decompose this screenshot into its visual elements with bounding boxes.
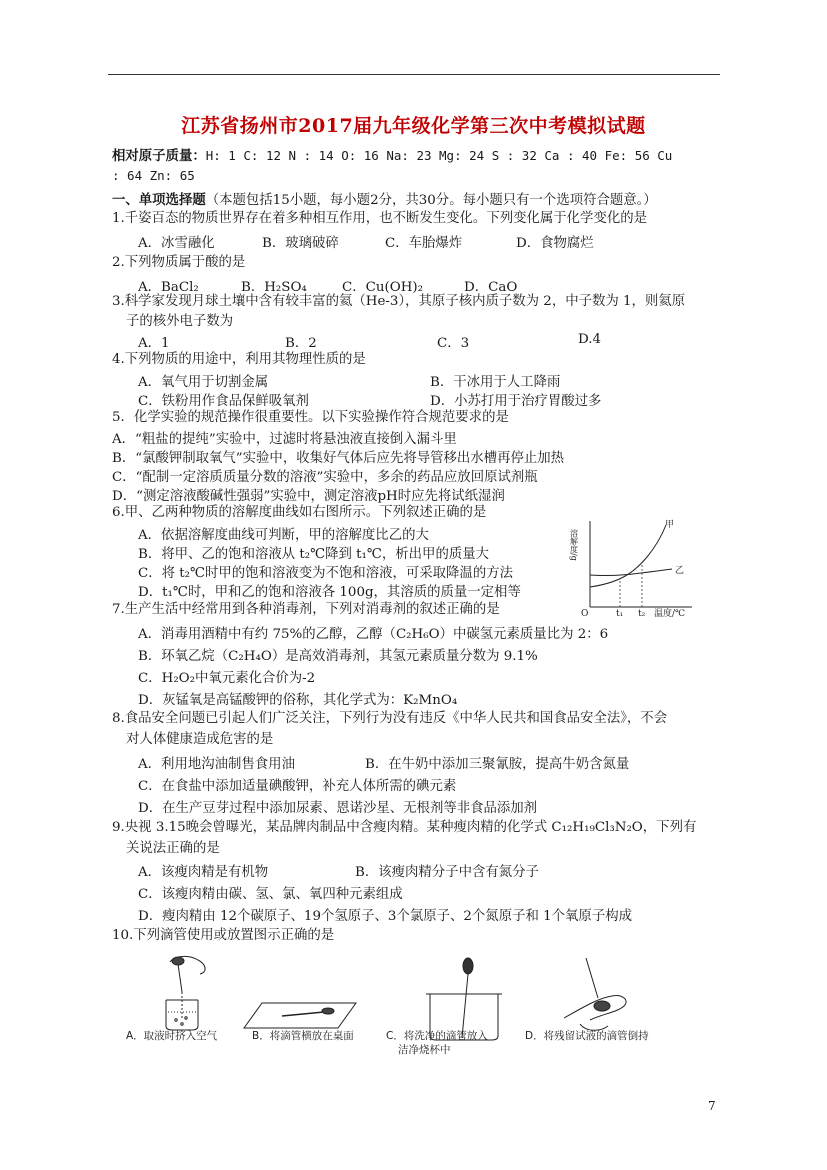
figure-b-dropper-illustration (244, 1003, 356, 1028)
q5-option-a: A．“粗盐的提纯”实验中，过滤时将悬浊液直接倒入漏斗里 (112, 432, 457, 447)
question-1-stem: 1.千姿百态的物质世界存在着多种相互作用，也不断发生变化。下列变化属于化学变化的是 (112, 211, 648, 226)
curve-jia (590, 525, 666, 587)
q3-option-d: D.4 (578, 332, 602, 347)
section-title: 一、单项选择题 (112, 192, 206, 208)
question-10-stem: 10.下列滴管使用或放置图示正确的是 (112, 928, 335, 943)
q2-option-a: A．BaCl₂ (138, 280, 199, 295)
figure-a-caption: A．取液时挤入空气 (126, 1030, 218, 1042)
q9-option-c: C．该瘦肉精由碳、氢、氯、氧四种元素组成 (138, 887, 403, 902)
question-3-stem-cont: 子的核外电子数为 (126, 314, 234, 329)
q8-option-d: D．在生产豆芽过程中添加尿素、恩诺沙星、无根剂等非食品添加剂 (138, 801, 538, 816)
q5-option-b: B．“氯酸钾制取氧气”实验中，收集好气体后应先将导管移出水槽再停止加热 (112, 451, 565, 466)
figure-c-caption-line2: 洁净烧杯中 (398, 1044, 451, 1056)
x-axis-label: 温度/℃ (654, 609, 686, 619)
q7-option-a: A．消毒用酒精中有约 75%的乙醇，乙醇（C₂H₆O）中碳氢元素质量比为 2：6 (138, 627, 609, 642)
q4-option-a: A．氧气用于切割金属 (138, 375, 269, 390)
q9-option-a: A．该瘦肉精是有机物 (138, 865, 269, 880)
curve-jia-label: 甲 (665, 520, 675, 530)
figure-c-caption-line1: C．将洗净的滴管放入 (386, 1030, 488, 1042)
q1-option-d: D．食物腐烂 (516, 236, 594, 251)
origin-label: O (581, 609, 589, 619)
q1-option-a: A．冰雪融化 (138, 236, 215, 251)
q6-option-d: D．t₁℃时，甲和乙的饱和溶液各 100g，其溶质的质量一定相等 (138, 585, 521, 600)
q7-option-b: B．环氧乙烷（C₂H₄O）是高效消毒剂，其氢元素质量分数为 9.1% (138, 649, 538, 664)
t2-label: t₂ (638, 609, 646, 619)
question-9-stem-cont: 关说法正确的是 (126, 841, 220, 856)
q9-option-d: D．瘦肉精由 12个碳原子、19个氢原子、3个氯原子、2个氮原子和 1个氧原子构成 (138, 909, 632, 924)
q5-option-d: D．“测定溶液酸碱性强弱”实验中，测定溶液pH时应先将试纸湿润 (112, 489, 505, 504)
question-7-stem: 7.生产生活中经常用到各种消毒剂，下列对消毒剂的叙述正确的是 (112, 602, 500, 617)
page-number: 7 (708, 1099, 716, 1113)
question-6-stem: 6.甲、乙两种物质的溶解度曲线如右图所示。下列叙述正确的是 (112, 505, 487, 520)
q6-option-a: A．依据溶解度曲线可判断，甲的溶解度比乙的大 (138, 528, 429, 543)
q8-option-a: A．利用地沟油制售食用油 (138, 757, 295, 772)
figure-a-dropper-illustration (166, 956, 205, 1030)
t1-label: t₁ (616, 609, 624, 619)
q1-option-c: C．车胎爆炸 (385, 236, 463, 251)
q4-option-c: C．铁粉用作食品保鲜吸氧剂 (138, 394, 309, 409)
figure-b-caption: B．将滴管横放在桌面 (252, 1030, 354, 1042)
y-axis-label: 溶解度/g (569, 529, 579, 561)
q4-option-b: B．干冰用于人工降雨 (430, 375, 561, 390)
q5-option-c: C．“配制一定溶质质量分数的溶液”实验中，多余的药品应放回原试剂瓶 (112, 470, 538, 485)
atomic-mass-line (112, 147, 672, 166)
q2-option-c: C．Cu(OH)₂ (342, 280, 423, 295)
question-5-stem: 5．化学实验的规范操作很重要性。以下实验操作符合规范要求的是 (112, 410, 509, 425)
figure-d-caption: D．将残留试液的滴管倒持 (525, 1030, 649, 1042)
q3-option-a: A．1 (138, 336, 170, 351)
q3-option-b: B．2 (285, 336, 317, 351)
q3-option-c: C．3 (437, 336, 470, 351)
q6-option-c: C．将 t₂℃时甲的饱和溶液变为不饱和溶液，可采取降温的方法 (138, 566, 513, 581)
question-8-stem-cont: 对人体健康造成危害的是 (126, 732, 274, 747)
question-2-stem: 2.下列物质属于酸的是 (112, 255, 246, 270)
curve-yi-label: 乙 (675, 566, 685, 576)
solubility-curve-graph (569, 517, 697, 619)
q9-option-b: B．该瘦肉精分子中含有氮分子 (355, 865, 539, 880)
q4-option-d: D．小苏打用于治疗胃酸过多 (430, 394, 602, 409)
page-title: 江苏省扬州市2017届九年级化学第三次中考模拟试题 (181, 115, 646, 137)
q7-option-c: C．H₂O₂中氧元素化合价为-2 (138, 671, 316, 686)
figure-c-dropper-illustration (426, 958, 502, 1040)
atomic-mass-label: 相对原子质量： (112, 148, 206, 164)
q7-option-d: D．灰锰氧是高锰酸钾的俗称，其化学式为：K₂MnO₄ (138, 693, 458, 708)
section-note: （本题包括15小题，每小题2分，共30分。每小题只有一个选项符合题意。） (205, 193, 657, 208)
section-heading (112, 191, 657, 210)
figure-d-dropper-illustration (564, 958, 626, 1030)
header-rule (108, 74, 720, 75)
atomic-mass-values: H: 1 C: 12 N : 14 O: 16 Na: 23 Mg: 24 S : 32 Ca : 40 Fe: 56 Cu (205, 148, 673, 163)
question-3-stem: 3.科学家发现月球土壤中含有较丰富的氦（He-3），其原子核内质子数为 2，中子数为 1，则氦原 (112, 294, 686, 309)
question-9-stem: 9.央视 3.15晚会曾曝光，某品牌肉制品中含瘦肉精。某种瘦肉精的化学式 C₁₂H₁₉Cl₃N₂O，下列有 (112, 820, 697, 835)
q8-option-c: C．在食盐中添加适量碘酸钾，补充人体所需的碘元素 (138, 779, 457, 794)
q2-option-d: D．CaO (464, 280, 518, 295)
question-8-stem: 8.食品安全问题已引起人们广泛关注，下列行为没有违反《中华人民共和国食品安全法》，不会 (112, 711, 668, 726)
q8-option-b: B．在牛奶中添加三聚氰胺，提高牛奶含氮量 (365, 757, 630, 772)
q1-option-b: B．玻璃破碎 (262, 236, 339, 251)
question-4-stem: 4.下列物质的用途中，利用其物理性质的是 (112, 352, 366, 367)
atomic-mass-values-cont: : 64 Zn: 65 (112, 168, 195, 183)
q2-option-b: B．H₂SO₄ (241, 280, 307, 295)
q6-option-b: B．将甲、乙的饱和溶液从 t₂℃降到 t₁℃，析出甲的质量大 (138, 547, 490, 562)
